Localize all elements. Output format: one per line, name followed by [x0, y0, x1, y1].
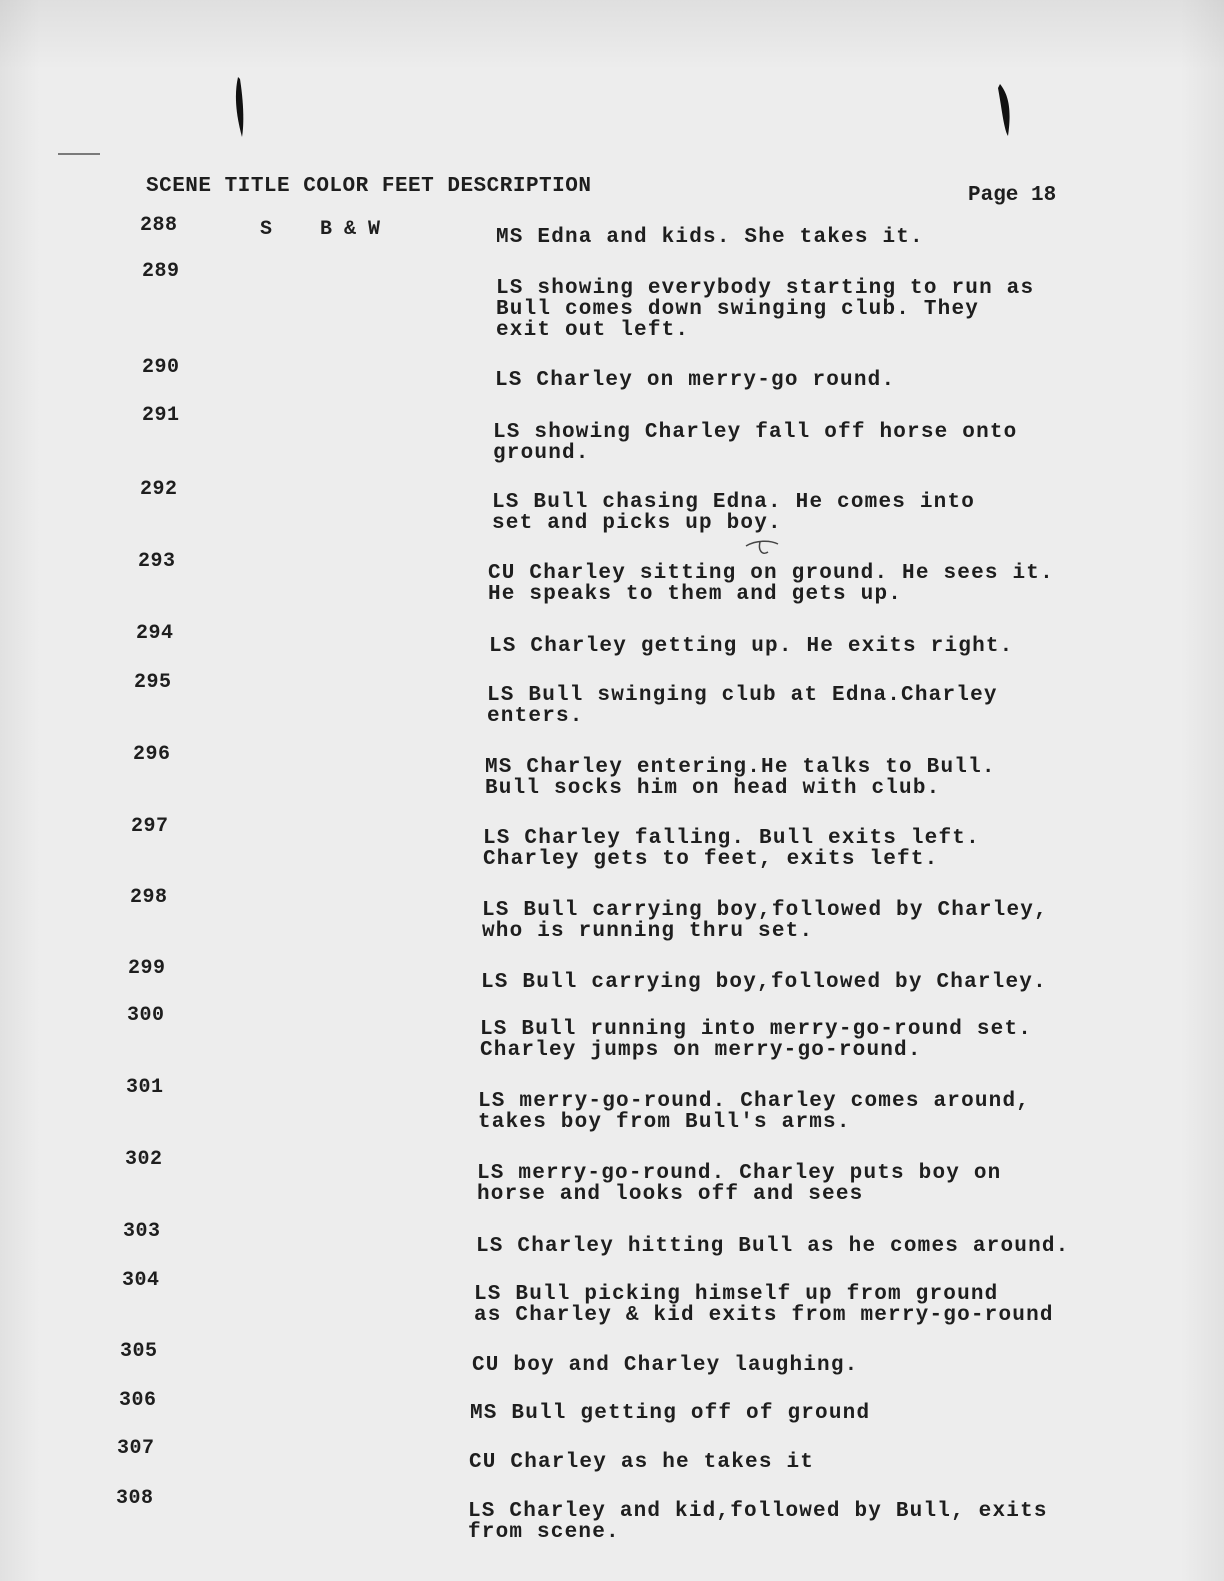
left-margin-tick — [56, 150, 104, 158]
scene-number: 304 — [122, 1269, 160, 1292]
scene-number: 296 — [133, 743, 171, 766]
scene-number: 291 — [142, 404, 180, 427]
scene-description: MS Edna and kids. She takes it. — [496, 226, 924, 249]
scene-description: MS Charley entering.He talks to Bull. Bull socks him on head with club. — [485, 756, 996, 800]
scene-number: 303 — [123, 1220, 161, 1243]
scene-description: CU Charley as he takes it — [469, 1451, 815, 1474]
page-number: Page 18 — [968, 184, 1057, 207]
scene-description: LS Charley and kid,followed by Bull, exits from scene. — [468, 1500, 1048, 1544]
scene-number: 301 — [126, 1076, 164, 1099]
color-cell: B & W — [320, 218, 381, 241]
scene-description: LS Bull carrying boy,followed by Charley, who is running thru set. — [482, 899, 1048, 943]
scene-description: LS merry-go-round. Charley puts boy on horse and looks off and sees — [477, 1162, 1002, 1206]
scene-description: CU Charley sitting on ground. He sees it. He speaks to them and gets up. — [488, 562, 1054, 606]
scene-number: 300 — [127, 1004, 165, 1027]
column-headers: SCENE TITLE COLOR FEET DESCRIPTION — [146, 175, 592, 198]
scene-description: LS Charley on merry-go round. — [495, 369, 896, 392]
scene-description: LS showing everybody starting to run as Bull comes down swinging club. They exit out left. — [496, 277, 1035, 342]
scene-description: LS Charley falling. Bull exits left. Charley gets to feet, exits left. — [483, 827, 980, 871]
scene-number: 308 — [116, 1487, 154, 1510]
punch-hole-right — [994, 80, 1020, 142]
scene-number: 288 — [140, 214, 178, 237]
scene-description: LS merry-go-round. Charley comes around, takes boy from Bull's arms. — [478, 1090, 1031, 1134]
scene-description: LS Charley hitting Bull as he comes around. — [476, 1235, 1070, 1258]
scene-description: LS Bull picking himself up from ground as Charley & kid exits from merry-go-round — [474, 1283, 1054, 1327]
scene-description: LS Bull carrying boy,followed by Charley. — [481, 971, 1047, 994]
scene-description: CU boy and Charley laughing. — [472, 1354, 859, 1377]
scene-number: 294 — [136, 622, 174, 645]
scene-description: LS Bull running into merry-go-round set. Charley jumps on merry-go-round. — [480, 1018, 1033, 1062]
scene-number: 299 — [128, 957, 166, 980]
scene-number: 290 — [142, 356, 180, 379]
scene-number: 292 — [140, 478, 178, 501]
scene-description: LS Bull chasing Edna. He comes into set and picks up boy. — [492, 491, 976, 535]
scene-number: 289 — [142, 260, 180, 283]
scene-number: 293 — [138, 550, 176, 573]
scene-description: LS Charley getting up. He exits right. — [489, 635, 1014, 658]
scene-number: 306 — [119, 1389, 157, 1412]
punch-hole-left — [228, 75, 252, 145]
scene-number: 307 — [117, 1437, 155, 1460]
scene-number: 298 — [130, 886, 168, 909]
scene-number: 302 — [125, 1148, 163, 1171]
scene-number: 295 — [134, 671, 172, 694]
scene-description: LS showing Charley fall off horse onto ground. — [493, 421, 1018, 465]
scene-number: 305 — [120, 1340, 158, 1363]
pencil-mark — [742, 538, 782, 560]
title-cell: S — [260, 218, 273, 241]
scene-description: MS Bull getting off of ground — [470, 1402, 871, 1425]
scene-number: 297 — [131, 815, 169, 838]
scene-description: LS Bull swinging club at Edna.Charley enters. — [487, 684, 998, 728]
